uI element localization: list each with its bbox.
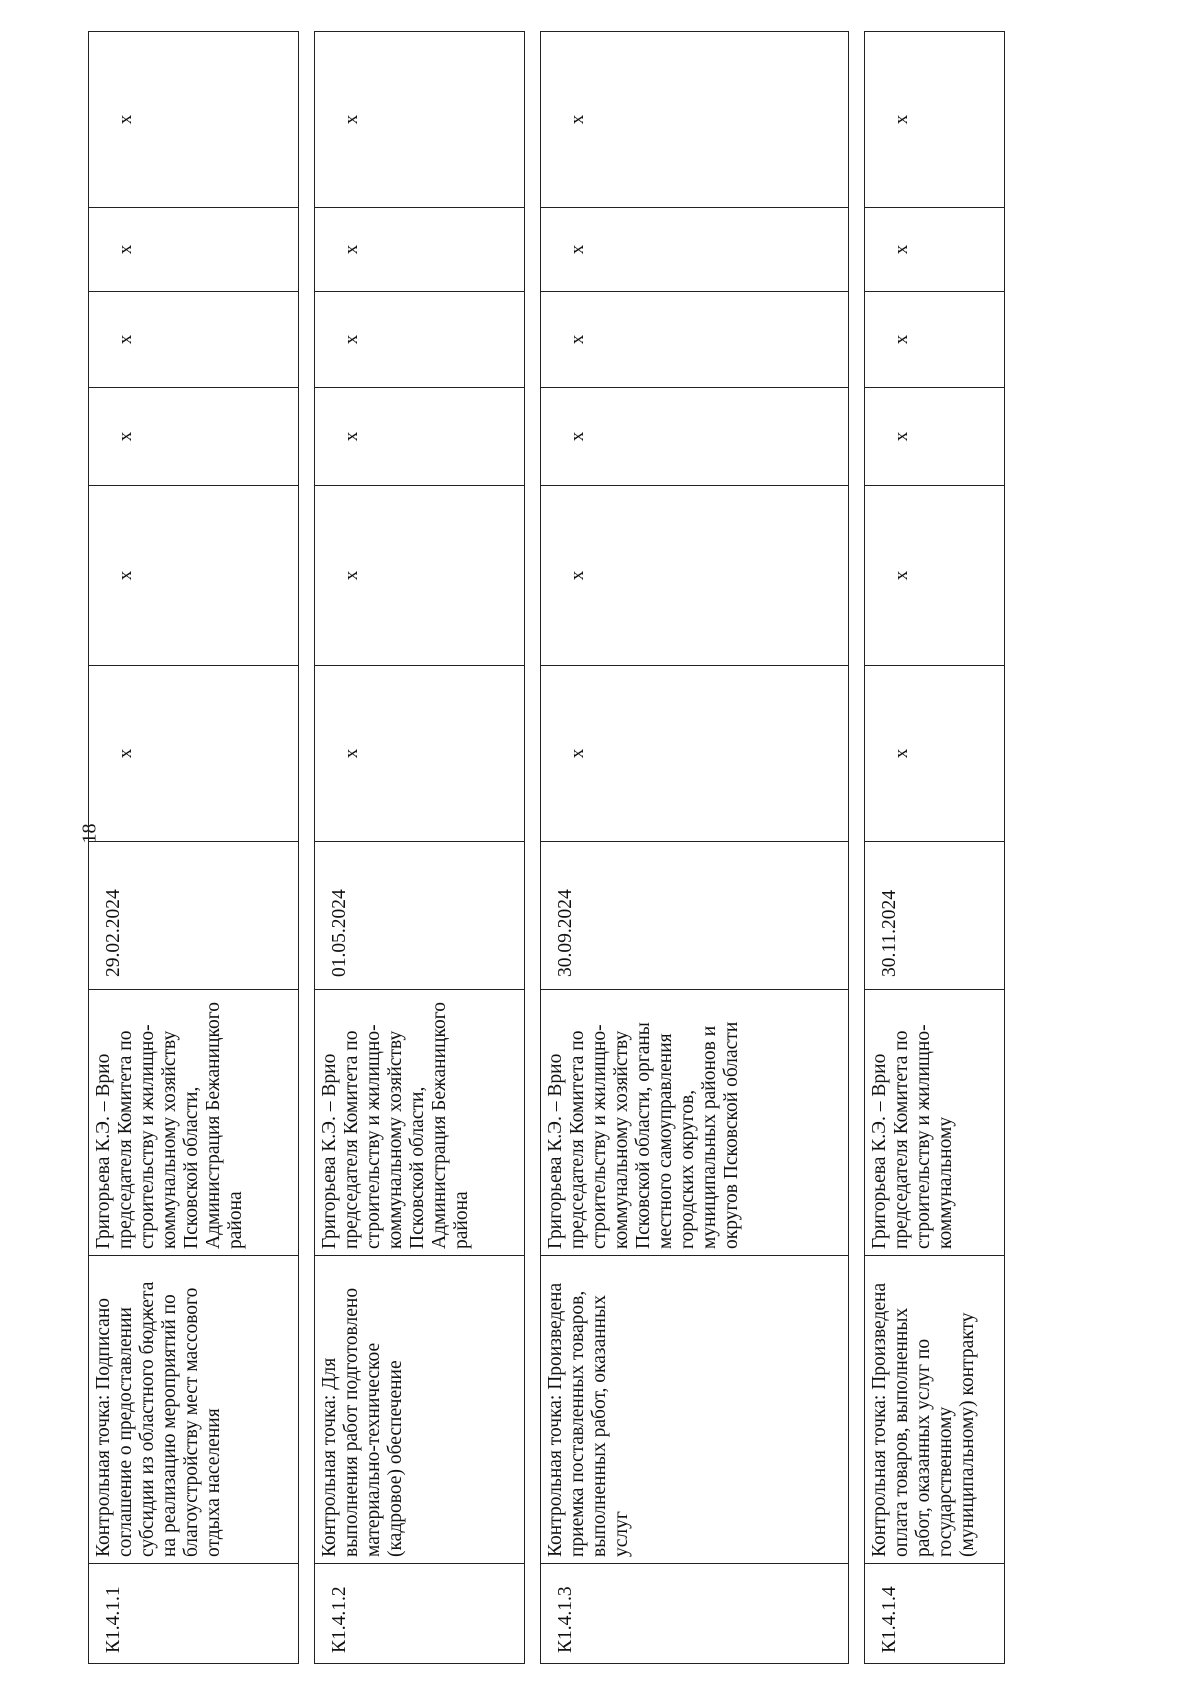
row-cell: x [541,208,849,292]
row-responsible: Григорьева К.Э. – Врио председателя Комитета по строительству и жилищно-коммунальному хозяйству Псковской области, Администрация Бежаницкого района [89,990,299,1256]
row-title: Контрольная точка: Для выполнения работ подготовлено материально-техническое (кадровое) обеспечение [315,1256,525,1564]
row-cell: x [865,32,1005,208]
row-cell: x [865,388,1005,486]
row-cell: x [89,666,299,842]
row-code: К1.4.1.4 [865,1564,1005,1664]
row-date: 30.09.2024 [541,842,849,990]
row-cell: x [865,208,1005,292]
row-code: К1.4.1.2 [315,1564,525,1664]
row-cell: x [541,486,849,666]
row-title: Контрольная точка: Произведена оплата товаров, выполненных работ, оказанных услуг по государственному (муниципальному) контракту [865,1256,1005,1564]
row-responsible: Григорьева К.Э. – Врио председателя Комитета по строительству и жилищно-коммунальному хозяйству Псковской области, Администрация Бежаницкого района [315,990,525,1256]
row-responsible: Григорьева К.Э. – Врио председателя Комитета по строительству и жилищно-коммунальному хозяйству Псковской области, органы местного самоуправления городских округов, муниципальных районов и округов Псковской области [541,990,849,1256]
row-cell: x [315,388,525,486]
row-cell: x [89,292,299,388]
row-cell: x [315,208,525,292]
row-cell: x [865,666,1005,842]
row-cell: x [315,666,525,842]
row-code: К1.4.1.3 [541,1564,849,1664]
row-cell: x [89,486,299,666]
row-cell: x [315,292,525,388]
row-date: 01.05.2024 [315,842,525,990]
row-cell: x [541,666,849,842]
row-cell: x [541,292,849,388]
row-cell: x [89,388,299,486]
row-title: Контрольная точка: Подписано соглашение о предоставлении субсидии из областного бюджета на реализацию мероприятий по благоустройству мест массового отдыха населения [89,1256,299,1564]
row-cell: x [315,486,525,666]
table-row [541,32,849,1664]
row-title: Контрольная точка: Произведена приемка поставленных товаров, выполненных работ, оказанных услуг [541,1256,849,1564]
row-cell: x [89,208,299,292]
control-points-table [88,31,1005,1664]
table-row [865,32,1005,1664]
page-number: 18 [78,823,101,844]
rotated-table-wrapper [88,32,1005,1664]
row-cell: x [541,388,849,486]
row-date: 29.02.2024 [89,842,299,990]
row-cell: x [865,486,1005,666]
row-cell: x [89,32,299,208]
row-responsible: Григорьева К.Э. – Врио председателя Комитета по строительству и жилищно-коммунальному [865,990,1005,1256]
row-cell: x [541,32,849,208]
row-cell: x [315,32,525,208]
row-date: 30.11.2024 [865,842,1005,990]
row-code: К1.4.1.1 [89,1564,299,1664]
row-cell: x [865,292,1005,388]
table-row [89,32,299,1664]
table-row [315,32,525,1664]
